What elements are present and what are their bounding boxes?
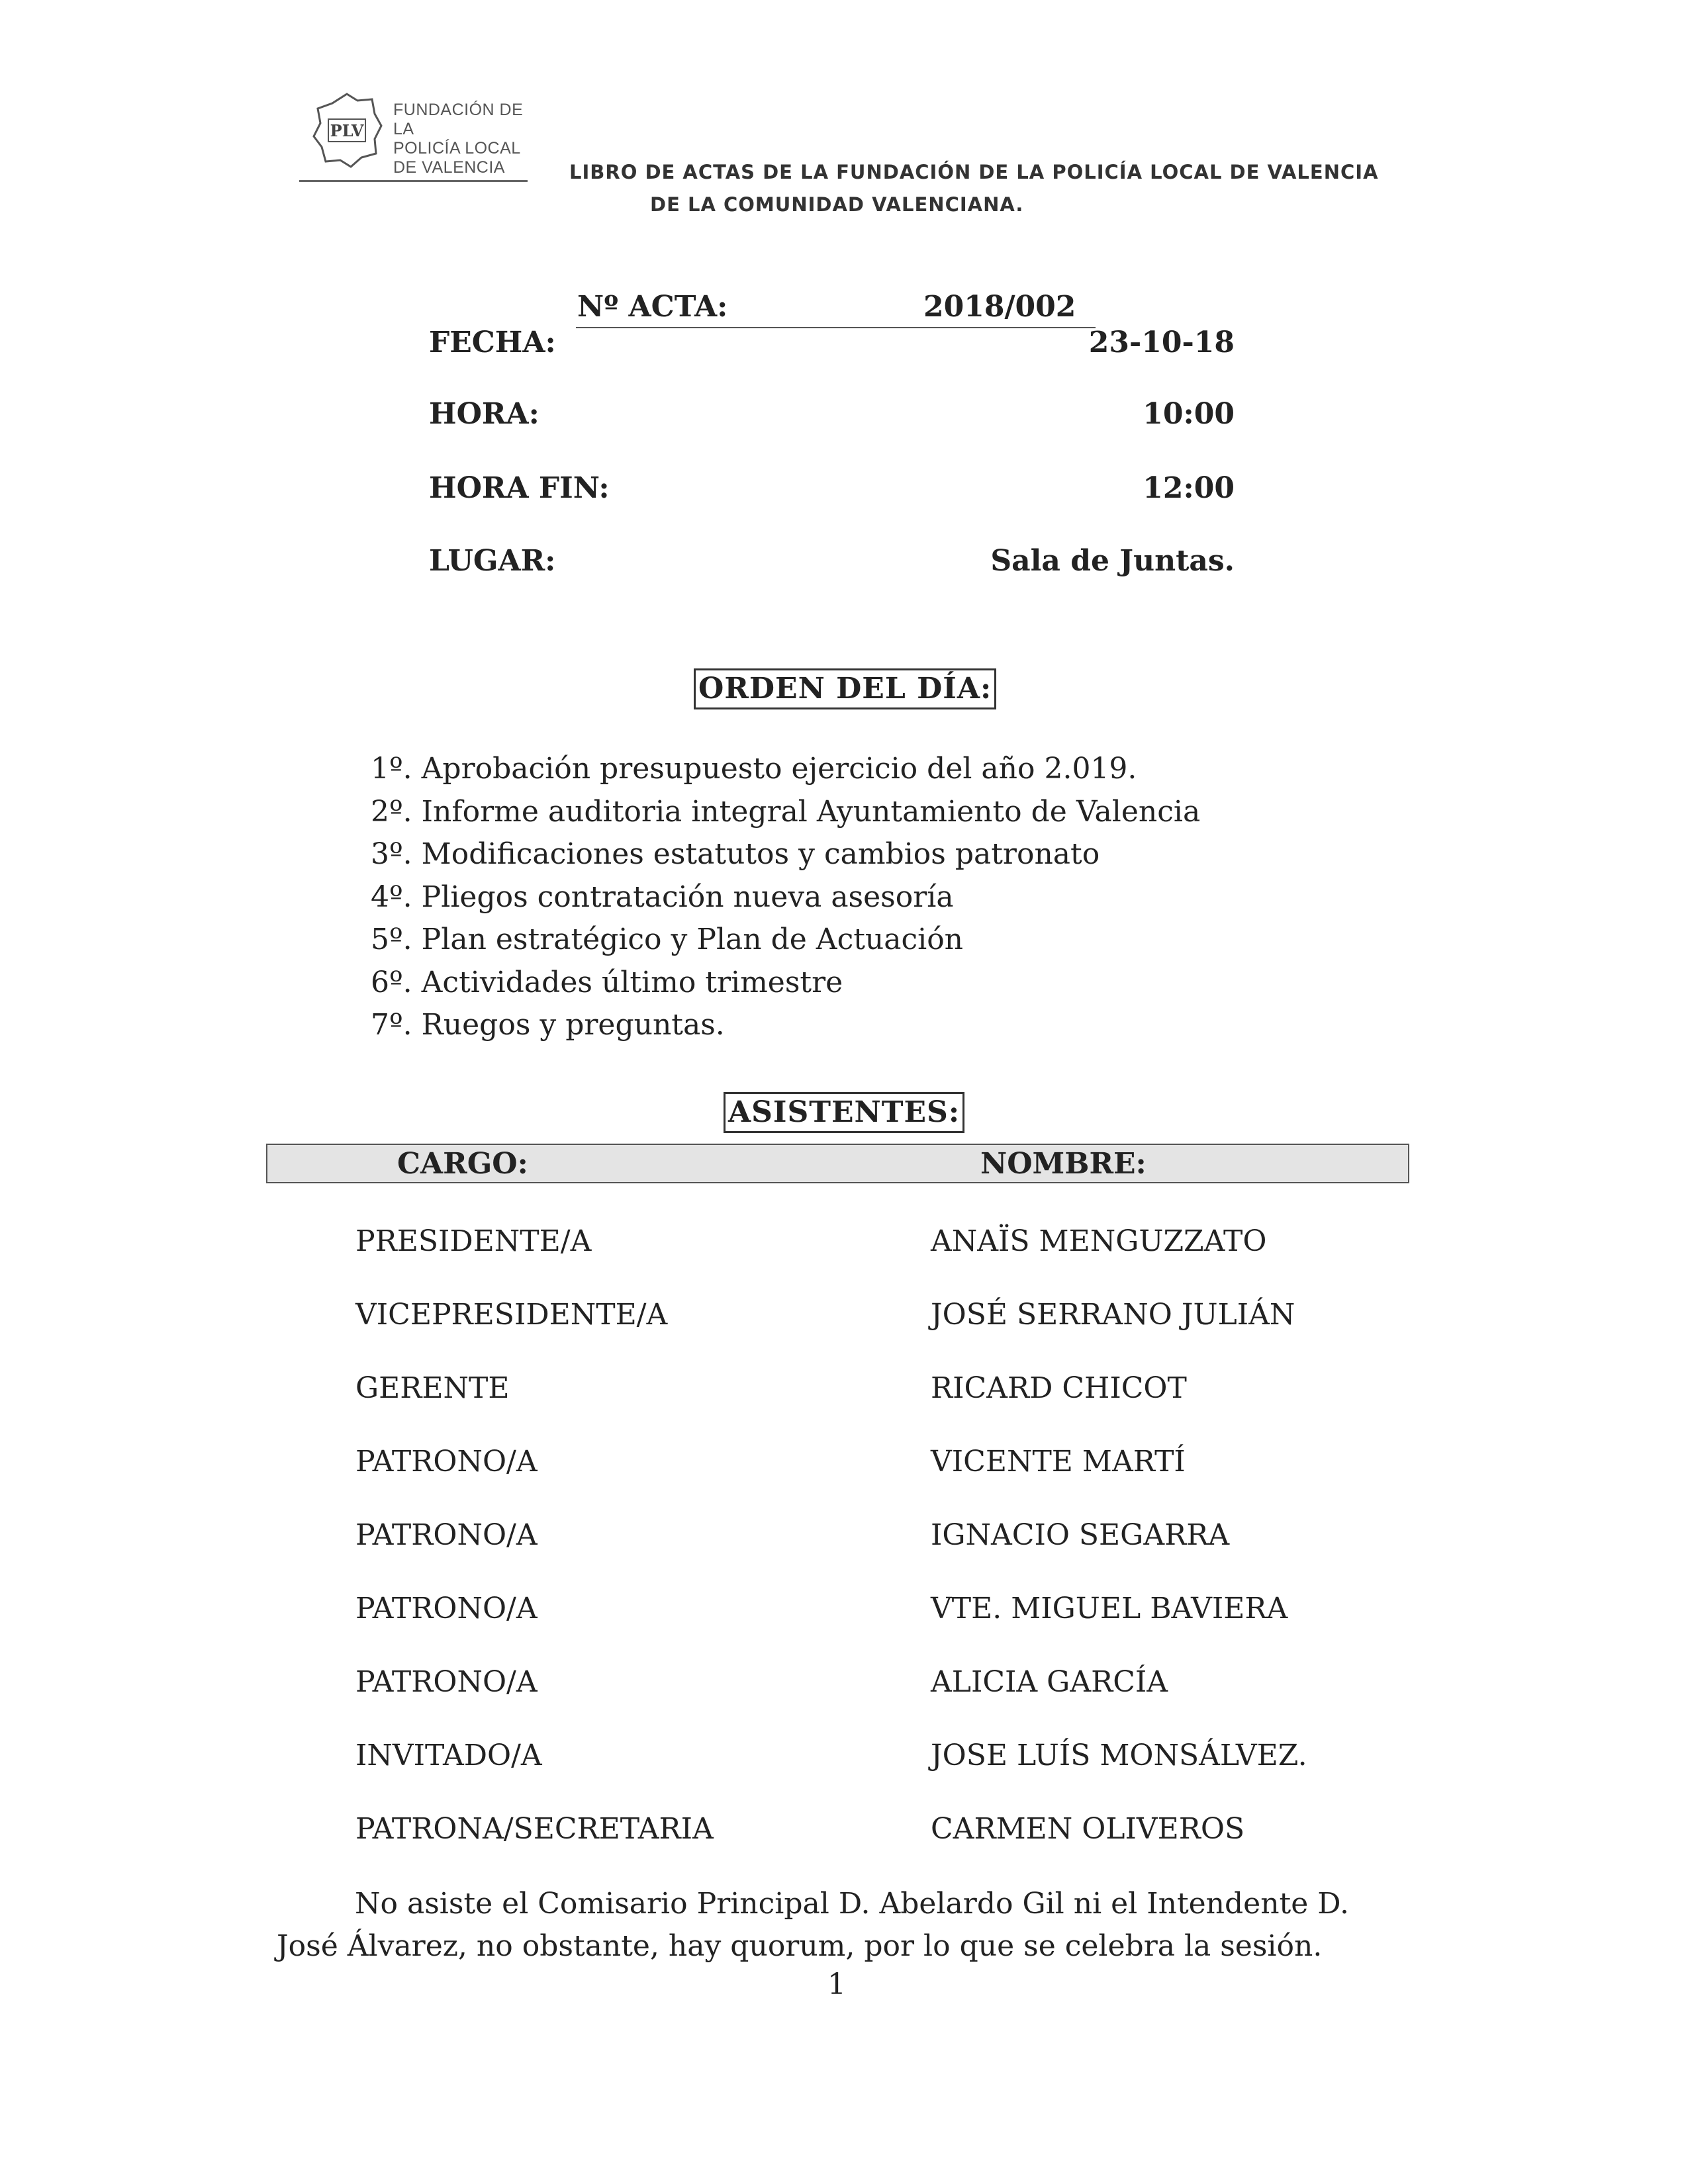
agenda-list: [371, 748, 1200, 1047]
list-item: 2º. Informe auditoria integral Ayuntamiento de Valencia: [371, 794, 1201, 829]
table-row: [0, 1739, 1688, 1778]
fecha-label: FECHA:: [429, 326, 556, 359]
foundation-logo: [311, 91, 536, 177]
attendance-note: No asiste el Comisario Principal D. Abelardo Gil ni el Intendente D. José Álvarez, no obstante, hay quorum, por lo que se celebra la sesión.: [277, 1887, 1349, 1963]
hora-fin-label: HORA FIN:: [429, 471, 610, 505]
cargo-cell: PATRONO/A: [355, 1518, 538, 1552]
cargo-cell: PATRONO/A: [355, 1445, 538, 1479]
table-row: [0, 1665, 1688, 1705]
nombre-cell: ALICIA GARCÍA: [931, 1665, 1168, 1699]
list-item: 1º. Aprobación presupuesto ejercicio del año 2.019.: [371, 752, 1137, 786]
acta-number-label: Nº ACTA:: [577, 290, 728, 324]
table-row: [0, 1224, 1688, 1264]
list-item: 6º. Actividades último trimestre: [371, 965, 843, 999]
cargo-cell: PRESIDENTE/A: [355, 1224, 592, 1258]
nombre-cell: IGNACIO SEGARRA: [931, 1518, 1230, 1552]
nombre-cell: RICARD CHICOT: [931, 1371, 1187, 1405]
svg-text:PLV: PLV: [330, 121, 364, 140]
cargo-cell: PATRONA/SECRETARIA: [355, 1812, 714, 1846]
nombre-cell: VTE. MIGUEL BAVIERA: [931, 1592, 1288, 1625]
nombre-cell: ANAÏS MENGUZZATO: [931, 1224, 1267, 1258]
asistentes-heading: ASISTENTES:: [724, 1092, 964, 1133]
table-row: [0, 1812, 1688, 1852]
list-item: 5º. Plan estratégico y Plan de Actuación: [371, 923, 964, 956]
lugar-value: Sala de Juntas.: [990, 544, 1235, 578]
list-item: 7º. Ruegos y preguntas.: [371, 1008, 725, 1042]
cargo-cell: GERENTE: [355, 1371, 510, 1405]
police-badge-icon: [311, 91, 383, 171]
hora-value: 10:00: [1143, 397, 1235, 431]
nombre-cell: JOSÉ SERRANO JULIÁN: [931, 1298, 1295, 1332]
table-row: [0, 1445, 1688, 1484]
nombre-cell: CARMEN OLIVEROS: [931, 1812, 1245, 1846]
list-item: 3º. Modificaciones estatutos y cambios patronato: [371, 837, 1100, 871]
nombre-column-header: NOMBRE:: [980, 1147, 1147, 1181]
table-row: [0, 1592, 1688, 1631]
cargo-cell: PATRONO/A: [355, 1592, 538, 1625]
header-divider: [299, 180, 528, 182]
cargo-column-header: CARGO:: [397, 1147, 528, 1181]
hora-label: HORA:: [429, 397, 539, 431]
cargo-cell: VICEPRESIDENTE/A: [355, 1298, 668, 1332]
cargo-cell: PATRONO/A: [355, 1665, 538, 1699]
acta-number-value: 2018/002: [923, 290, 1076, 324]
organization-name: FUNDACIÓN DE LA POLICÍA LOCAL DE VALENCIA: [393, 101, 524, 177]
table-row: [0, 1371, 1688, 1411]
page-number: 1: [827, 1968, 846, 2001]
nombre-cell: VICENTE MARTÍ: [931, 1445, 1186, 1479]
book-title: LIBRO DE ACTAS DE LA FUNDACIÓN DE LA POLICÍA LOCAL DE VALENCIA DE LA COMUNIDAD VALENCIANA.: [569, 161, 1379, 216]
table-row: [0, 1518, 1688, 1558]
cargo-cell: INVITADO/A: [355, 1739, 542, 1772]
hora-fin-value: 12:00: [1143, 471, 1235, 505]
orden-del-dia-heading: ORDEN DEL DÍA:: [694, 668, 996, 709]
nombre-cell: JOSE LUÍS MONSÁLVEZ.: [931, 1739, 1307, 1772]
lugar-label: LUGAR:: [429, 544, 556, 578]
fecha-value: 23-10-18: [1088, 326, 1235, 359]
list-item: 4º. Pliegos contratación nueva asesoría: [371, 880, 954, 914]
attendees-table-header: [266, 1144, 1409, 1183]
table-row: [0, 1298, 1688, 1338]
